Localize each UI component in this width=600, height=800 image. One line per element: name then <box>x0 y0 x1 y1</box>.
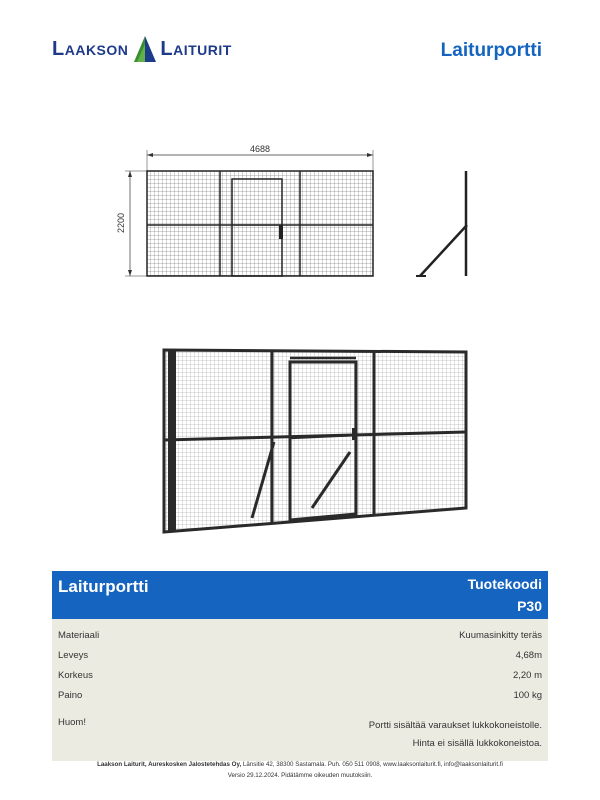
product-header-bar <box>52 571 548 619</box>
spec-value: Kuumasinkitty teräs <box>459 629 542 641</box>
width-dimension-label: 4688 <box>250 144 271 154</box>
logo-text-right: Laiturit <box>160 37 232 60</box>
product-info-table <box>52 571 548 761</box>
note-line: Hinta ei sisällä lukkokoneistoa. <box>412 738 542 749</box>
footer-contact: Länsitie 42, 38300 Sastamala. Puh. 050 511 0908, www.laaksonlaiturit.fi, info@laaksonlaiturit.fi <box>242 761 503 768</box>
spec-row-height <box>58 665 542 685</box>
product-specs <box>52 619 548 761</box>
spec-row-width <box>58 645 542 665</box>
footer-version: Versio 29.12.2024. Pidätämme oikeuden muutoksiin. <box>227 772 373 779</box>
product-name: Laiturportti <box>58 577 149 596</box>
gate-front-view <box>147 171 373 276</box>
note-text <box>369 717 542 753</box>
product-code-value: P30 <box>517 598 542 614</box>
note-label: Huom! <box>58 717 86 728</box>
height-dimension-line <box>125 171 147 276</box>
note-line: Portti sisältää varaukset lukkokoneistolle. <box>368 720 542 731</box>
spec-label: Korkeus <box>58 669 93 681</box>
spec-label: Leveys <box>58 649 89 661</box>
logo-text-left: Laakson <box>52 37 129 60</box>
page-footer <box>0 759 600 781</box>
spec-row-weight <box>58 685 542 705</box>
spec-row-material <box>58 625 542 645</box>
technical-drawing <box>110 135 490 295</box>
page-title: Laiturportti <box>440 40 542 61</box>
page-header <box>0 0 600 80</box>
gate-side-view <box>416 171 467 276</box>
footer-contact-line <box>0 759 600 770</box>
spec-value: 4,68m <box>515 649 542 661</box>
product-code-label: Tuotekoodi <box>467 576 542 592</box>
note-row <box>58 717 542 753</box>
logo-mark-icon <box>132 34 158 64</box>
spec-value: 100 kg <box>513 689 542 701</box>
spec-label: Materiaali <box>58 629 100 641</box>
height-dimension-label: 2200 <box>116 212 126 233</box>
company-logo <box>52 32 232 66</box>
gate-perspective-render <box>150 340 480 540</box>
spec-value: 2,20 m <box>512 669 542 681</box>
footer-company: Laakson Laiturit, Aureskosken Jalostetehdas Oy, <box>97 761 242 768</box>
spec-label: Paino <box>58 689 83 701</box>
